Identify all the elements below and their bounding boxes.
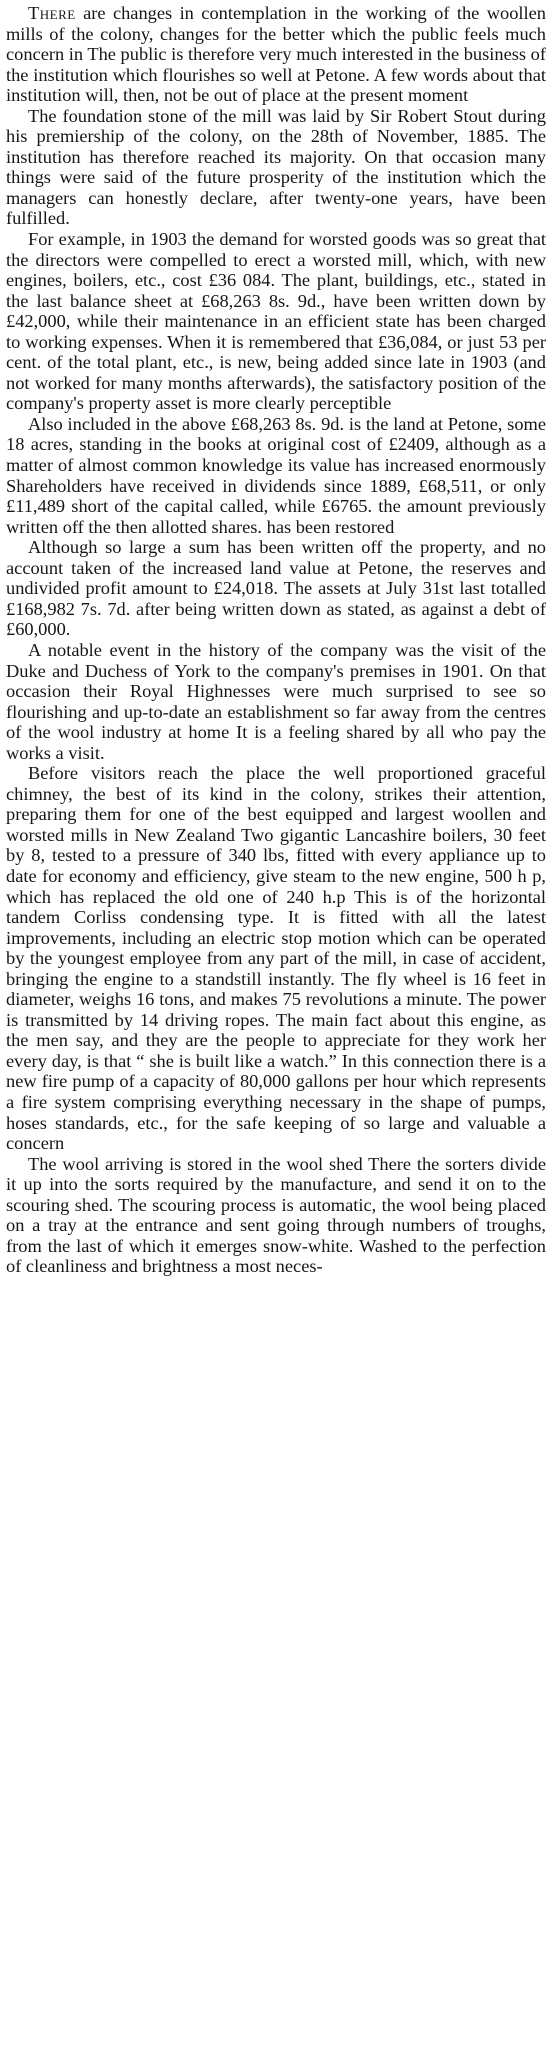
paragraph-1-text: are changes in contemplation in the working of the woollen mills of the colony, changes for the better which the public feels much concern in The public is therefore very much interested in the business of the institution which flourishes so well at Petone. A few words about that institution will, then, not be out of place at the present moment <box>6 3 546 106</box>
paragraph-2: The foundation stone of the mill was laid by Sir Robert Stout during his premiership of the colony, on the 28th of November, 1885. The institution has therefore reached its majority. On that occasion many things were said of the future prosperity of the institution which the managers can honestly declare, after twenty-one years, have been fulfilled. <box>6 105 546 229</box>
paragraph-6: A notable event in the history of the company was the visit of the Duke and Duchess of York to the company's premises in 1901. On that occasion their Royal Highnesses were much surprised to see so flourishing and up-to-date an establishment so far away from the centres of the wool industry at home It is a feeling shared by all who pay the works a visit. <box>6 639 546 763</box>
opening-word: There <box>28 3 76 23</box>
paragraph-1 <box>6 3 546 106</box>
paragraph-7: Before visitors reach the place the well proportioned graceful chimney, the best of its kind in the colony, strikes their attention, preparing them for one of the best equipped and largest woollen and worsted mills in New Zealand Two gigantic Lancashire boilers, 30 feet by 8, tested to a pressure of 340 lbs, fitted with every appliance up to date for economy and efficiency, give steam to the new engine, 500 h p, which has replaced the old one of 240 h.p This is of the horizontal tandem Corliss condensing type. It is fitted with all the latest improvements, including an electric stop motion which can be operated by the youngest employee from any part of the mill, in case of accident, bringing the engine to a standstill instantly. The fly wheel is 16 feet in diameter, weighs 16 tons, and makes 75 revolutions a minute. The power is transmitted by 14 driving ropes. The main fact about this engine, as the men say, and they are the people to appreciate for they work her every day, is that “ she is built like a watch.” In this connection there is a new fire pump of a capacity of 80,000 gallons per hour which represents a fire system comprising everything necessary in the shape of pumps, hoses standards, etc., for the safe keeping of so large and valuable a concern <box>6 763 546 1154</box>
paragraph-4: Also included in the above £68,263 8s. 9d. is the land at Petone, some 18 acres, standing in the books at original cost of £2409, although as a matter of almost common knowledge its value has increased enormously Shareholders have received in dividends since 1889, £68,511, or only £11,489 short of the capital called, while £6765. the amount previously written off the then allotted shares. has been restored <box>6 413 546 537</box>
paragraph-5: Although so large a sum has been written off the property, and no account taken of the increased land value at Petone, the reserves and undivided profit amount to £24,018. The assets at July 31st last totalled £168,982 7s. 7d. after being written down as stated, as against a debt of £60,000. <box>6 537 546 640</box>
paragraph-3: For example, in 1903 the demand for worsted goods was so great that the directors were compelled to erect a worsted mill, which, with new engines, boilers, etc., cost £36 084. The plant, buildings, etc., stated in the last balance sheet at £68,263 8s. 9d., have been written down by £42,000, while their maintenance in an efficient state has been charged to working expenses. When it is remembered that £36,084, or just 53 per cent. of the total plant, etc., is new, being added since late in 1903 (and not worked for many months afterwards), the satisfactory position of the company's property asset is more clearly perceptible <box>6 229 546 414</box>
paragraph-8: The wool arriving is stored in the wool shed There the sorters divide it up into the sorts required by the manufacture, and send it on to the scouring shed. The scouring process is automatic, the wool being placed on a tray at the entrance and sent going through numbers of troughs, from the last of which it emerges snow-white. Washed to the perfection of cleanliness and brightness a most neces- <box>6 1153 546 1277</box>
